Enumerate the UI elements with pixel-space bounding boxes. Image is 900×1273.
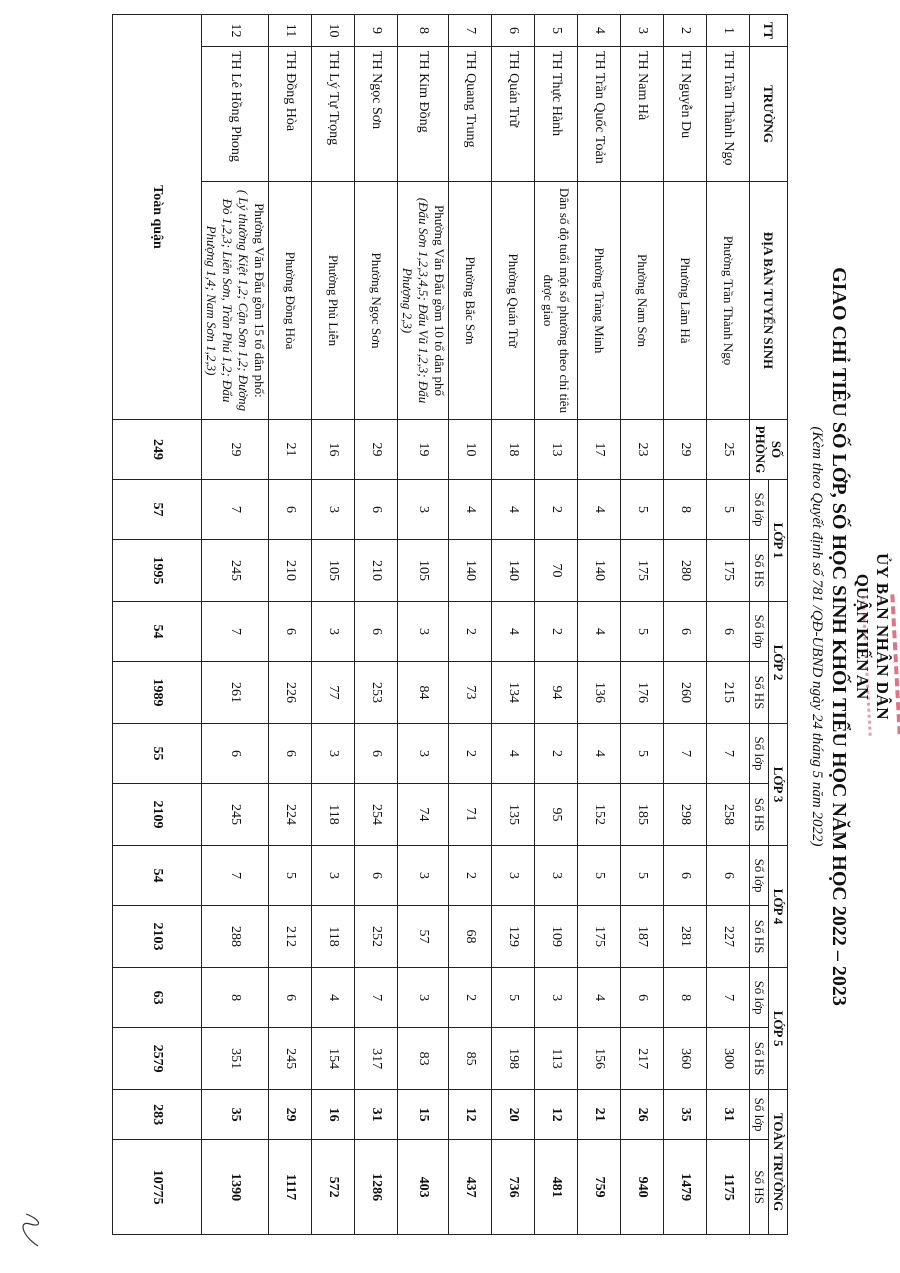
- row-tc: 35: [202, 1090, 269, 1140]
- row-tt: 4: [578, 15, 621, 47]
- row-g5s: 245: [269, 1028, 312, 1090]
- sub-classes: Số lớp: [750, 480, 769, 540]
- row-g3c: 4: [578, 724, 621, 784]
- row-ts: 437: [449, 1140, 492, 1235]
- row-g1s: 245: [202, 540, 269, 602]
- sub-students: Số HS: [750, 662, 769, 724]
- row-rooms: 13: [535, 420, 578, 480]
- row-g5c: 4: [578, 968, 621, 1028]
- row-g2s: 73: [449, 662, 492, 724]
- row-g2s: 226: [269, 662, 312, 724]
- row-g1c: 8: [664, 480, 707, 540]
- row-g2s: 253: [355, 662, 398, 724]
- row-tc: 35: [664, 1090, 707, 1140]
- row-ts: 481: [535, 1140, 578, 1235]
- table-row: [707, 15, 750, 1235]
- table-row: [312, 15, 355, 1235]
- total-g4-classes: 54: [113, 846, 202, 906]
- row-g5s: 217: [621, 1028, 664, 1090]
- row-g2c: 2: [535, 602, 578, 662]
- row-g2s: 260: [664, 662, 707, 724]
- row-rooms: 17: [578, 420, 621, 480]
- row-g4c: 3: [492, 846, 535, 906]
- row-g1c: 3: [312, 480, 355, 540]
- row-g2c: 6: [707, 602, 750, 662]
- row-g1c: 6: [269, 480, 312, 540]
- sub-students: Số HS: [750, 906, 769, 968]
- row-area-text: Dân số độ tuổi một số phường theo chỉ tiêu được giao: [541, 187, 572, 414]
- row-g3s: 71: [449, 784, 492, 846]
- row-tc: 16: [312, 1090, 355, 1140]
- table-row: [355, 15, 398, 1235]
- row-tt: 3: [621, 15, 664, 47]
- row-g4s: 118: [312, 906, 355, 968]
- row-tc: 12: [449, 1090, 492, 1140]
- row-area: [535, 182, 578, 420]
- row-rooms: 19: [398, 420, 449, 480]
- document-subtitle: (Kèm theo Quyết định số 781 /QĐ-UBND ngày 24 tháng 5 năm 2022): [809, 426, 825, 847]
- row-g4c: 6: [707, 846, 750, 906]
- row-school: TH Kim Đồng: [398, 47, 449, 182]
- row-ts: 1286: [355, 1140, 398, 1235]
- sub-classes: Số lớp: [750, 724, 769, 784]
- row-school: TH Nam Hà: [621, 47, 664, 182]
- row-tt: 10: [312, 15, 355, 47]
- signature-mark: [18, 1210, 48, 1250]
- row-g2c: 3: [312, 602, 355, 662]
- row-ts: 1479: [664, 1140, 707, 1235]
- row-g2c: 3: [398, 602, 449, 662]
- sub-classes: Số lớp: [750, 602, 769, 662]
- row-g2s: 94: [535, 662, 578, 724]
- total-g5-classes: 63: [113, 968, 202, 1028]
- row-tt: 5: [535, 15, 578, 47]
- row-school: TH Thực Hành: [535, 47, 578, 182]
- table-row: [578, 15, 621, 1235]
- total-g3-students: 2109: [113, 784, 202, 846]
- total-g2-students: 1989: [113, 662, 202, 724]
- row-g4s: 288: [202, 906, 269, 968]
- row-area: [312, 182, 355, 420]
- row-g1s: 105: [398, 540, 449, 602]
- col-grade4: LỚP 4: [769, 846, 788, 968]
- row-ts: 736: [492, 1140, 535, 1235]
- sub-students: Số HS: [750, 1028, 769, 1090]
- row-g4c: 3: [535, 846, 578, 906]
- row-g4s: 175: [578, 906, 621, 968]
- enrollment-table: [112, 14, 788, 1235]
- row-school: TH Quang Trung: [449, 47, 492, 182]
- document-header: [808, 0, 892, 1273]
- row-g2c: 6: [355, 602, 398, 662]
- row-g2s: 77: [312, 662, 355, 724]
- table-row: [269, 15, 312, 1235]
- row-g3s: 118: [312, 784, 355, 846]
- total-label: Toàn quận: [113, 15, 202, 420]
- row-g3s: 298: [664, 784, 707, 846]
- table-row: [664, 15, 707, 1235]
- row-g2s: 136: [578, 662, 621, 724]
- document-title: GIAO CHỈ TIÊU SỐ LỚP, SỐ HỌC SINH KHỐI TIỂU HỌC NĂM HỌC 2022 – 2023: [828, 267, 850, 1006]
- row-area: [269, 182, 312, 420]
- header-row-1: [769, 15, 788, 1235]
- row-rooms: 16: [312, 420, 355, 480]
- row-area: [202, 182, 269, 420]
- row-g3s: 74: [398, 784, 449, 846]
- total-g1-students: 1995: [113, 540, 202, 602]
- row-g3s: 152: [578, 784, 621, 846]
- row-ts: 403: [398, 1140, 449, 1235]
- row-g5c: 5: [492, 968, 535, 1028]
- row-g4s: 227: [707, 906, 750, 968]
- row-g5c: 6: [269, 968, 312, 1028]
- row-tc: 29: [269, 1090, 312, 1140]
- row-g2s: 134: [492, 662, 535, 724]
- row-school: TH Lê Hồng Phong: [202, 47, 269, 182]
- total-row: [113, 15, 202, 1235]
- row-rooms: 29: [202, 420, 269, 480]
- col-rooms: SỐ PHÒNG: [750, 420, 788, 480]
- col-tt: TT: [750, 15, 788, 47]
- row-g4s: 281: [664, 906, 707, 968]
- row-school: TH Trần Quốc Toản: [578, 47, 621, 182]
- row-g5s: 83: [398, 1028, 449, 1090]
- row-tt: 9: [355, 15, 398, 47]
- row-area-text: Phường Quán Trữ: [506, 253, 521, 348]
- row-tc: 31: [355, 1090, 398, 1140]
- row-g4c: 6: [664, 846, 707, 906]
- row-area: [707, 182, 750, 420]
- row-tt: 1: [707, 15, 750, 47]
- row-tt: 6: [492, 15, 535, 47]
- row-area: [398, 182, 449, 420]
- row-g1c: 4: [578, 480, 621, 540]
- row-g2s: 261: [202, 662, 269, 724]
- row-g1c: 3: [398, 480, 449, 540]
- row-g1s: 105: [312, 540, 355, 602]
- row-g1s: 140: [578, 540, 621, 602]
- row-rooms: 29: [355, 420, 398, 480]
- col-total: TOÀN TRƯỜNG: [769, 1090, 788, 1235]
- row-g4c: 5: [269, 846, 312, 906]
- row-g2c: 6: [269, 602, 312, 662]
- row-ts: 1175: [707, 1140, 750, 1235]
- row-tc: 20: [492, 1090, 535, 1140]
- row-g5s: 360: [664, 1028, 707, 1090]
- row-g3s: 135: [492, 784, 535, 846]
- table-row: [202, 15, 269, 1235]
- row-g4c: 7: [202, 846, 269, 906]
- row-g5c: 7: [707, 968, 750, 1028]
- row-g5c: 7: [355, 968, 398, 1028]
- row-g4s: 68: [449, 906, 492, 968]
- row-school: TH Lý Tự Trọng: [312, 47, 355, 182]
- row-g5c: 4: [312, 968, 355, 1028]
- row-rooms: 25: [707, 420, 750, 480]
- row-g4c: 5: [621, 846, 664, 906]
- row-g3c: 6: [202, 724, 269, 784]
- row-tc: 31: [707, 1090, 750, 1140]
- table-body: [113, 15, 750, 1235]
- row-g2c: 2: [449, 602, 492, 662]
- row-g4c: 2: [449, 846, 492, 906]
- row-area-text: Phường Tràng Minh: [592, 247, 607, 354]
- row-g4c: 6: [355, 846, 398, 906]
- row-g5s: 156: [578, 1028, 621, 1090]
- table-row: [449, 15, 492, 1235]
- row-ts: 940: [621, 1140, 664, 1235]
- col-school: TRƯỜNG: [750, 47, 788, 182]
- org-line-1: ỦY BAN NHÂN DÂN: [873, 553, 892, 720]
- row-g1c: 4: [449, 480, 492, 540]
- row-g4c: 3: [398, 846, 449, 906]
- row-area-text: Phường Nam Sơn: [635, 253, 650, 348]
- row-g4c: 3: [312, 846, 355, 906]
- table-row: [621, 15, 664, 1235]
- row-area: [578, 182, 621, 420]
- row-g1c: 6: [355, 480, 398, 540]
- sub-students: Số HS: [750, 540, 769, 602]
- row-g2s: 215: [707, 662, 750, 724]
- row-g1s: 70: [535, 540, 578, 602]
- row-g5s: 85: [449, 1028, 492, 1090]
- row-g3c: 2: [535, 724, 578, 784]
- col-grade5: LỚP 5: [769, 968, 788, 1090]
- row-g3s: 245: [202, 784, 269, 846]
- row-g3c: 3: [312, 724, 355, 784]
- row-g3s: 258: [707, 784, 750, 846]
- row-g3c: 5: [621, 724, 664, 784]
- row-g1c: 5: [621, 480, 664, 540]
- row-tt: 2: [664, 15, 707, 47]
- row-g2c: 4: [578, 602, 621, 662]
- row-g3s: 185: [621, 784, 664, 846]
- table-row: [492, 15, 535, 1235]
- row-area-text: Phường Văn Đẩu gồm 15 tổ dân phố:: [252, 203, 267, 398]
- row-g4s: 109: [535, 906, 578, 968]
- total-rooms: 249: [113, 420, 202, 480]
- col-grade2: LỚP 2: [769, 602, 788, 724]
- row-g2c: 6: [664, 602, 707, 662]
- row-g4s: 252: [355, 906, 398, 968]
- row-g5s: 113: [535, 1028, 578, 1090]
- row-area-text: Phường Đồng Hòa: [283, 251, 298, 350]
- row-g5c: 3: [398, 968, 449, 1028]
- row-g3s: 95: [535, 784, 578, 846]
- row-g3c: 4: [492, 724, 535, 784]
- row-g5s: 317: [355, 1028, 398, 1090]
- row-g1s: 175: [621, 540, 664, 602]
- row-g1s: 140: [449, 540, 492, 602]
- row-g4s: 187: [621, 906, 664, 968]
- row-tc: 21: [578, 1090, 621, 1140]
- table-row: [535, 15, 578, 1235]
- row-g1s: 210: [355, 540, 398, 602]
- row-school: TH Quán Trữ: [492, 47, 535, 182]
- total-g2-classes: 54: [113, 602, 202, 662]
- row-g1s: 140: [492, 540, 535, 602]
- total-g5-students: 2579: [113, 1028, 202, 1090]
- row-g1c: 2: [535, 480, 578, 540]
- row-area-note: ( Lý thường Kiệt 1,2; Cận Sơn 1,2; Đường Đỏ 1,2,3; Liên Sơn, Trần Phú 1,2; Đẩu Phượng 1,4; Nam Sơn 1,2,3): [204, 189, 251, 412]
- row-g5c: 8: [664, 968, 707, 1028]
- row-ts: 1390: [202, 1140, 269, 1235]
- row-area: [492, 182, 535, 420]
- row-g5c: 6: [621, 968, 664, 1028]
- row-g3c: 2: [449, 724, 492, 784]
- row-school: TH Nguyễn Du: [664, 47, 707, 182]
- row-area-text: Phường Ngọc Sơn: [369, 252, 384, 349]
- row-rooms: 21: [269, 420, 312, 480]
- row-g5c: 8: [202, 968, 269, 1028]
- row-g2s: 84: [398, 662, 449, 724]
- row-school: TH Ngọc Sơn: [355, 47, 398, 182]
- row-area: [664, 182, 707, 420]
- col-grade1: LỚP 1: [769, 480, 788, 602]
- row-area-note: (Đẩu Sơn 1,2,3,4,5; Đẩu Vũ 1,2,3; Đẩu Phượng 2,3): [400, 197, 431, 404]
- row-tt: 12: [202, 15, 269, 47]
- sub-classes: Số lớp: [750, 968, 769, 1028]
- row-rooms: 18: [492, 420, 535, 480]
- row-g5c: 3: [535, 968, 578, 1028]
- row-area-text: Phường Văn Đẩu gồm 10 tổ dân phố: [432, 205, 447, 396]
- col-grade3: LỚP 3: [769, 724, 788, 846]
- row-g1s: 280: [664, 540, 707, 602]
- row-tt: 11: [269, 15, 312, 47]
- row-area-text: Phường Bắc Sơn: [463, 256, 478, 345]
- row-g3c: 7: [707, 724, 750, 784]
- row-tt: 8: [398, 15, 449, 47]
- row-area-text: Phường Phù Liễn: [326, 254, 341, 347]
- row-g4s: 129: [492, 906, 535, 968]
- table-row: [398, 15, 449, 1235]
- row-g4s: 57: [398, 906, 449, 968]
- row-g2s: 176: [621, 662, 664, 724]
- row-g3s: 224: [269, 784, 312, 846]
- row-g5s: 300: [707, 1028, 750, 1090]
- row-tt: 7: [449, 15, 492, 47]
- sub-classes: Số lớp: [750, 1090, 769, 1140]
- row-g2c: 7: [202, 602, 269, 662]
- row-g3c: 3: [398, 724, 449, 784]
- row-school: TH Trần Thành Ngọ: [707, 47, 750, 182]
- total-g1-classes: 57: [113, 480, 202, 540]
- row-g5c: 2: [449, 968, 492, 1028]
- row-g1s: 210: [269, 540, 312, 602]
- row-tc: 15: [398, 1090, 449, 1140]
- row-g1c: 5: [707, 480, 750, 540]
- row-area: [621, 182, 664, 420]
- row-g2c: 5: [621, 602, 664, 662]
- row-g3c: 7: [664, 724, 707, 784]
- row-g3s: 254: [355, 784, 398, 846]
- row-g5s: 198: [492, 1028, 535, 1090]
- row-tc: 12: [535, 1090, 578, 1140]
- row-rooms: 23: [621, 420, 664, 480]
- row-rooms: 29: [664, 420, 707, 480]
- row-area: [355, 182, 398, 420]
- row-g1c: 7: [202, 480, 269, 540]
- row-g2c: 4: [492, 602, 535, 662]
- sub-classes: Số lớp: [750, 846, 769, 906]
- total-classes: 283: [113, 1090, 202, 1140]
- total-g3-classes: 55: [113, 724, 202, 784]
- row-g4c: 5: [578, 846, 621, 906]
- sub-students: Số HS: [750, 784, 769, 846]
- row-area-text: Phường Lãm Hà: [678, 257, 693, 344]
- org-line-2: QUẬN KIẾN AN: [853, 573, 872, 700]
- row-g4s: 212: [269, 906, 312, 968]
- row-g5s: 154: [312, 1028, 355, 1090]
- row-g1s: 175: [707, 540, 750, 602]
- row-area: [449, 182, 492, 420]
- row-rooms: 10: [449, 420, 492, 480]
- row-school: TH Đồng Hòa: [269, 47, 312, 182]
- row-tc: 26: [621, 1090, 664, 1140]
- row-g3c: 6: [269, 724, 312, 784]
- sub-students: Số HS: [750, 1140, 769, 1235]
- row-ts: 572: [312, 1140, 355, 1235]
- row-g5s: 351: [202, 1028, 269, 1090]
- row-ts: 759: [578, 1140, 621, 1235]
- row-g1c: 4: [492, 480, 535, 540]
- row-area-text: Phường Trần Thành Ngọ: [721, 235, 736, 366]
- row-ts: 1117: [269, 1140, 312, 1235]
- row-g3c: 6: [355, 724, 398, 784]
- total-students: 10775: [113, 1140, 202, 1235]
- col-area: ĐỊA BÀN TUYỂN SINH: [750, 182, 788, 420]
- total-g4-students: 2103: [113, 906, 202, 968]
